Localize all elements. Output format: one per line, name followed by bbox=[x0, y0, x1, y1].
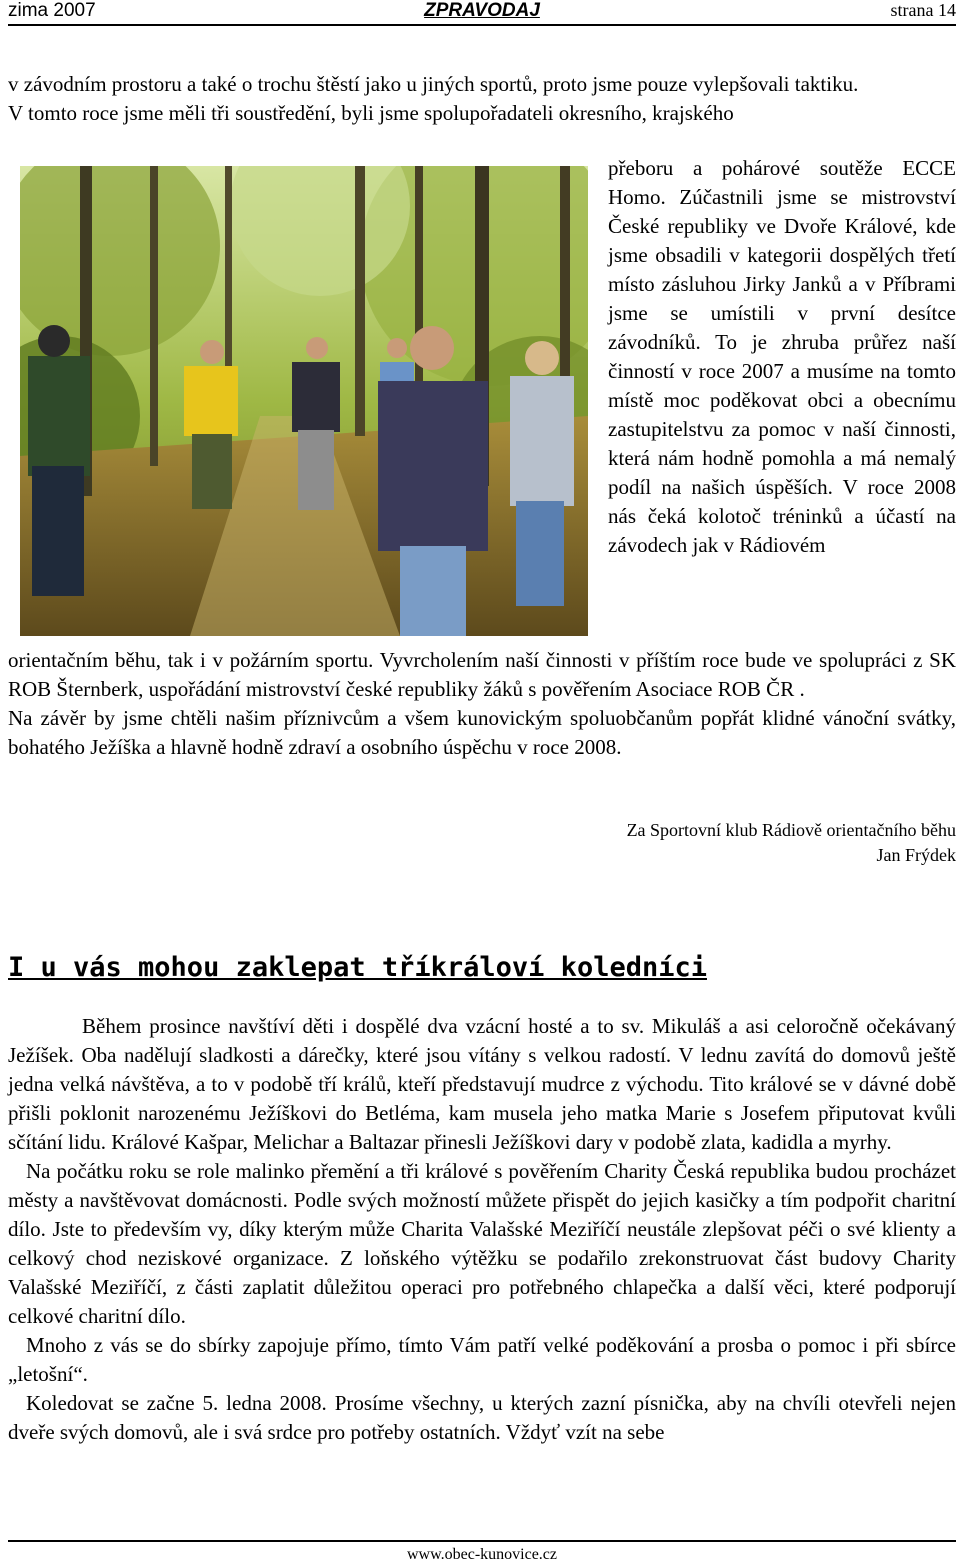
page-number: strana 14 bbox=[890, 0, 956, 20]
article2-paragraph-2: Na počátku roku se role malinko přemění a tři králové s pověřením Charity Česká republika budou procházet městy a navštěvovat domácnosti. Podle svých možností můžete přispět do jejich kasičky a tím podpořit charitní dílo. Jste to především vy, díky kterým může Charita Valašské Meziříčí neustále zlepšovat péči o své klienty a celkový chod neziskové organizace. Z loňského výtěžku se podařilo zrekonstruovat část budovy Charity Valašské Meziříčí, z části zaplatit důležitou operaci pro potřebného chlapečka a další věci, které podporují celkové charitní dílo. bbox=[8, 1159, 956, 1328]
forest-group-photo bbox=[20, 166, 588, 636]
signature-name: Jan Frýdek bbox=[876, 845, 956, 865]
after-photo-text: orientačním běhu, tak i v požárním sportu. Vyvrcholením naší činnosti v příštím roce bude ve spolupráci z SK ROB Šternberk, uspořádání mistrovství české republiky žáků s pověřením Asociace ROB ČR . bbox=[8, 648, 956, 701]
page-footer bbox=[8, 1540, 956, 1564]
footer-url[interactable]: www.obec-kunovice.cz bbox=[406, 1546, 557, 1563]
article2-paragraph-3: Mnoho z vás se do sbírky zapojuje přímo, tímto Vám patří velké poděkování a prosba o pomoc i při sbírce „letošní“. bbox=[8, 1333, 956, 1386]
article-continuation bbox=[8, 646, 956, 762]
article2-body bbox=[8, 1012, 956, 1447]
article2-paragraph-1: Během prosince navštíví děti i dospělé dva vzácní hosté a to sv. Mikuláš a asi celoročně očekávaný Ježíšek. Oba nadělují sladkosti a dárečky, které jsou vítány s velkou radostí. V lednu zavítá do domovů ještě jedna velká návštěva, a to v podobě tří králů, kteří představují mudrce z východu. Tito králové se v dávné době přišli poklonit narozenému Ježíškovi do Betléma, kam musela jeho matka Marie s Josefem připutovat kvůli sčítání lidu. Králové Kašpar, Melichar a Baltazar přinesli Ježíškovi dary v podobě zlata, kadidla a myrhy. bbox=[8, 1014, 956, 1154]
intro-line-2: V tomto roce jsme měli tři soustředění, byli jsme spolupořadateli okresního, krajského bbox=[8, 101, 734, 125]
article-signature bbox=[627, 818, 956, 868]
article-intro bbox=[8, 70, 956, 128]
article2-paragraph-4: Koledovat se začne 5. ledna 2008. Prosíme všechny, u kterých zazní písnička, aby na chvíli otevřeli nejen dveře svých domovů, ale i svá srdce pro potřeby ostatních. Vždyť vzít na sebe bbox=[8, 1391, 956, 1444]
signature-org: Za Sportovní klub Rádiově orientačního běhu bbox=[626, 820, 956, 840]
newsletter-title: ZPRAVODAJ bbox=[424, 0, 540, 21]
closing-text: Na závěr by jsme chtěli našim příznivcům a všem kunovickým spoluobčanům popřát klidné vánoční svátky, bohatého Ježíška a hlavně hodně zdraví a osobního úspěchu v roce 2008. bbox=[8, 706, 956, 759]
column-text: přeboru a pohárové soutěže ECCE Homo. Zúčastnili jsme se mistrovství České republiky ve Dvoře Králové, kde jsme obsadili v kategorii dospělých třetí místo zásluhou Jirky Janků a v Příbrami jsme se umístili v první desítce závodníků. To je zhruba průřez naší činností v roce 2007 a musíme na tomto místě moc poděkovat obci a obecnímu zastupitelstvu za pomoc v naší činnosti, která nám hodně pomohla a má nemalý podíl na našich úspěších. V roce 2008 nás čeká kolotoč tréninků a účastí na závodech jak v Rádiovém bbox=[608, 156, 956, 557]
article2-headline: I u vás mohou zaklepat tříkráloví koledníci bbox=[8, 952, 707, 983]
intro-line-1: v závodním prostoru a také o trochu štěstí jako u jiných sportů, proto jsme pouze vylepšovali taktiku. bbox=[8, 72, 859, 96]
photo-illustration bbox=[20, 166, 588, 636]
page-header bbox=[8, 0, 956, 26]
issue-label: zima 2007 bbox=[8, 0, 96, 21]
article-column bbox=[608, 154, 956, 560]
